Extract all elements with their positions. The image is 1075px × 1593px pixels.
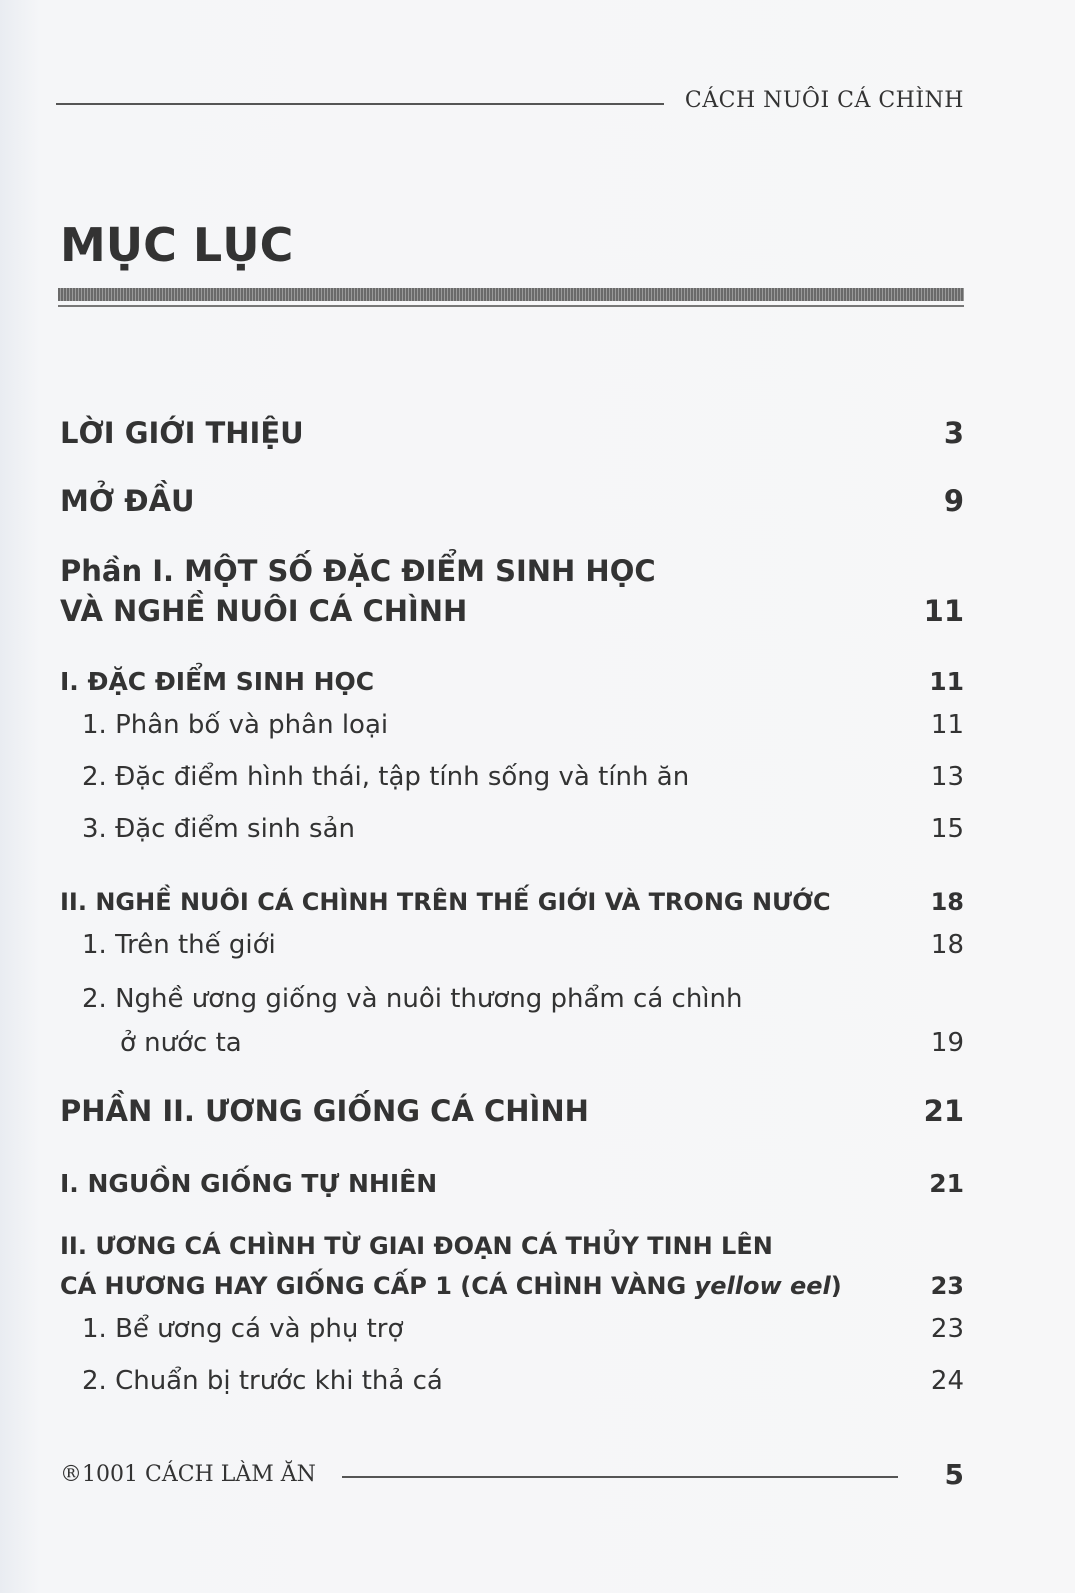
toc-entry-page: 21 xyxy=(929,1169,964,1198)
toc-entry-label-line2 xyxy=(60,1272,842,1300)
page-footer xyxy=(60,1458,964,1496)
toc-entry-phan-bo[interactable] xyxy=(60,704,964,740)
toc-entry-label: MỞ ĐẦU xyxy=(60,484,195,518)
toc-entry-page: 24 xyxy=(930,1366,964,1396)
header-rule xyxy=(56,103,664,105)
toc-entry-page: 18 xyxy=(930,888,964,916)
toc-entry-label-line1: 2. Nghề ương giống và nuôi thương phẩm cá chình xyxy=(82,984,743,1014)
header-title: CÁCH NUÔI CÁ CHÌNH xyxy=(684,88,964,113)
toc-entry-be-uong[interactable] xyxy=(60,1308,964,1344)
toc-entry-page: 3 xyxy=(943,416,964,450)
toc-entry-label: 1. Phân bố và phân loại xyxy=(82,710,389,740)
toc-entry-label: 2. Đặc điểm hình thái, tập tính sống và tính ăn xyxy=(82,762,690,792)
label-suffix: ) xyxy=(830,1272,842,1300)
label-prefix: CÁ HƯƠNG HAY GIỐNG CẤP 1 (CÁ CHÌNH VÀNG xyxy=(60,1272,695,1300)
toc-entry-dac-diem-sinh-hoc[interactable] xyxy=(60,660,964,696)
toc-entry-label-line2: ở nước ta xyxy=(120,1028,242,1058)
toc-entry-nghe-uong-giong[interactable] xyxy=(60,976,964,1058)
toc-entry-label: LỜI GIỚI THIỆU xyxy=(60,416,304,450)
title-underline-bar xyxy=(58,288,964,301)
toc-entry-chuan-bi[interactable] xyxy=(60,1360,964,1396)
toc-title: MỤC LỤC xyxy=(60,218,294,272)
toc-entry-label: 3. Đặc điểm sinh sản xyxy=(82,814,355,844)
toc-entry-page: 11 xyxy=(929,667,964,696)
toc-entry-page: 11 xyxy=(923,594,964,628)
toc-entry-nghe-nuoi[interactable] xyxy=(60,880,964,916)
toc-entry-phan-2[interactable] xyxy=(60,1088,964,1128)
toc-entry-tren-the-gioi[interactable] xyxy=(60,924,964,960)
toc-entry-label: 2. Chuẩn bị trước khi thả cá xyxy=(82,1366,443,1396)
toc-entry-label: II. NGHỀ NUÔI CÁ CHÌNH TRÊN THẾ GIỚI VÀ TRONG NƯỚC xyxy=(60,888,831,916)
toc-entry-uong-ca-chinh[interactable] xyxy=(60,1224,964,1300)
running-header xyxy=(56,88,964,124)
toc-entry-sinh-san[interactable] xyxy=(60,808,964,844)
toc-entry-label: PHẦN II. ƯƠNG GIỐNG CÁ CHÌNH xyxy=(60,1094,589,1128)
toc-entry-label-line1: II. ƯƠNG CÁ CHÌNH TỪ GIAI ĐOẠN CÁ THỦY TINH LÊN xyxy=(60,1232,773,1260)
toc-entry-label-line2: VÀ NGHỀ NUÔI CÁ CHÌNH xyxy=(60,594,468,628)
toc-entry-page: 19 xyxy=(930,1028,964,1058)
toc-entry-label: 1. Trên thế giới xyxy=(82,930,276,960)
toc-entry-label: I. NGUỒN GIỐNG TỰ NHIÊN xyxy=(60,1169,438,1198)
toc-entry-label: 1. Bể ương cá và phụ trợ xyxy=(82,1314,404,1344)
toc-entry-mo-dau[interactable] xyxy=(60,478,964,518)
toc-entry-page: 11 xyxy=(930,710,964,740)
footer-page-number: 5 xyxy=(944,1458,964,1491)
footer-rule xyxy=(342,1476,898,1478)
title-underline-rule xyxy=(58,305,964,307)
toc-entry-page: 18 xyxy=(930,930,964,960)
toc-entry-page: 23 xyxy=(930,1314,964,1344)
toc-entry-page: 15 xyxy=(930,814,964,844)
toc-entry-page: 9 xyxy=(943,484,964,518)
toc-entry-page: 21 xyxy=(923,1094,964,1128)
toc-entry-label: I. ĐẶC ĐIỂM SINH HỌC xyxy=(60,667,375,696)
toc-entry-nguon-giong[interactable] xyxy=(60,1162,964,1198)
toc-entry-phan-1[interactable] xyxy=(60,548,964,628)
toc-entry-page: 13 xyxy=(930,762,964,792)
footer-series-title: ®1001 CÁCH LÀM ĂN xyxy=(60,1462,316,1487)
toc-entry-loi-gioi-thieu[interactable] xyxy=(60,410,964,450)
toc-entry-hinh-thai[interactable] xyxy=(60,756,964,792)
toc-entry-label-line1: Phần I. MỘT SỐ ĐẶC ĐIỂM SINH HỌC xyxy=(60,554,656,588)
toc-entry-page: 23 xyxy=(930,1272,964,1300)
label-italic: yellow eel xyxy=(694,1272,831,1300)
